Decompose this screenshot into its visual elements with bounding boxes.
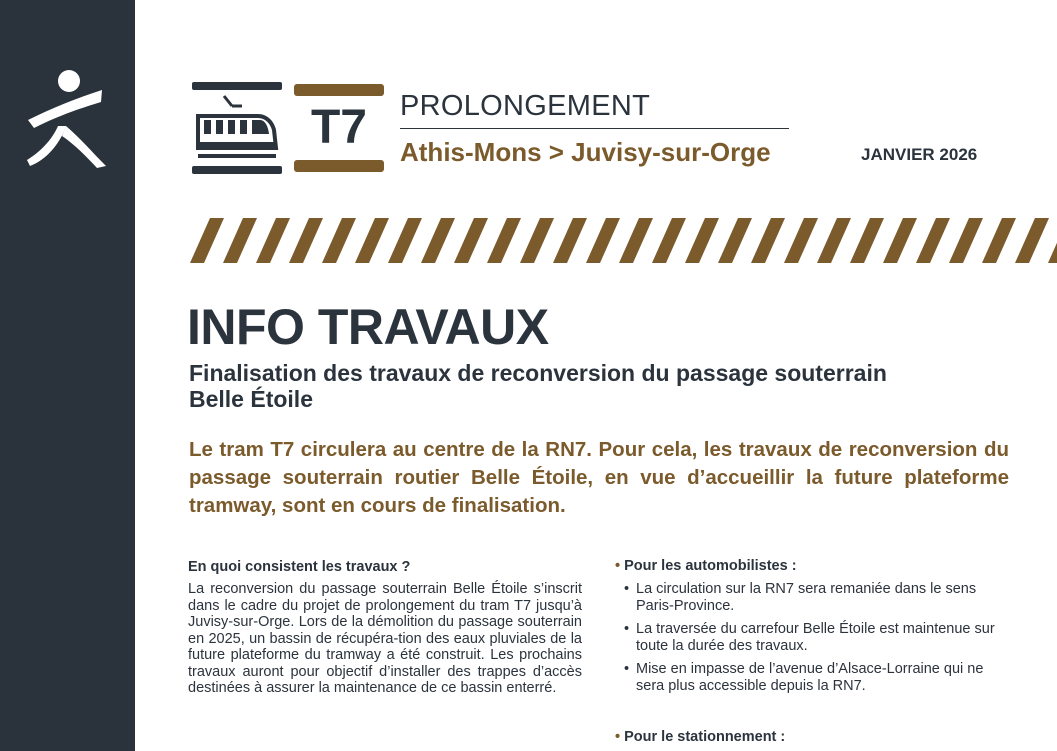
section-heading-parking-label: Pour le stationnement :	[624, 729, 786, 745]
left-column-heading: En quoi consistent les travaux ?	[188, 559, 411, 575]
right-column	[615, 556, 1015, 745]
bullet-glyph: •	[624, 661, 630, 677]
section-bullet: •	[615, 729, 621, 745]
header-divider	[400, 128, 789, 129]
tram-icon	[192, 82, 282, 174]
page-title: INFO TRAVAUX	[187, 299, 549, 355]
section-heading-drivers-label: Pour les automobilistes :	[624, 558, 797, 574]
section-bullet: •	[615, 558, 621, 574]
list-item	[615, 581, 1015, 615]
bullet-glyph: •	[624, 621, 630, 637]
section-heading-parking	[615, 727, 785, 747]
line-badge-label: T7	[310, 101, 367, 154]
program-label: PROLONGEMENT	[400, 90, 651, 122]
subtitle-line-2: Belle Étoile	[189, 386, 313, 412]
left-column-body: La reconversion du passage souterrain Belle Étoile s’inscrit dans le cadre du projet de prolongement du tram T7 jusqu’à Juvisy-sur-Orge. Lors de la démolition du passage souterrain en 2025, un bassin de récupéra-tion des eaux pluviales de la future plateforme du tramway a été construit. Les prochains travaux auront pour objectif d’installer des trappes d’accès destinées à assurer la maintenance de ce bassin enterré.	[188, 581, 582, 696]
bullet-glyph: •	[624, 581, 630, 597]
subtitle-line-1: Finalisation des travaux de reconversion du passage souterrain	[189, 360, 887, 386]
sidebar-band	[0, 0, 135, 751]
issue-date: JANVIER 2026	[861, 145, 978, 164]
list-item	[615, 621, 1015, 655]
route-label: Athis-Mons > Juvisy-sur-Orge	[400, 137, 771, 167]
list-item-text: Mise en impasse de l’avenue d’Alsace-Lorraine qui ne sera plus accessible depuis la RN7.	[636, 661, 984, 694]
hazard-stripe-band	[190, 218, 1057, 263]
left-column	[188, 557, 582, 697]
badge-bar-bottom	[294, 160, 384, 172]
idfm-person-logo-icon	[22, 68, 114, 172]
lead-paragraph: Le tram T7 circulera au centre de la RN7. Pour cela, les travaux de reconversion du passage souterrain routier Belle Étoile, en vue d’accueillir la future plateforme tramway, sont en cours de finalisation.	[189, 438, 1009, 517]
list-item-text: La circulation sur la RN7 sera remaniée dans le sens Paris-Province.	[636, 581, 977, 614]
badge-bar-top	[294, 84, 384, 96]
section-heading-drivers	[615, 556, 1015, 576]
article-subtitle	[189, 360, 989, 412]
list-item	[615, 661, 1015, 695]
drivers-list	[615, 581, 1015, 695]
list-item-text: La traversée du carrefour Belle Étoile est maintenue sur toute la durée des travaux.	[636, 621, 995, 654]
line-badge	[294, 84, 384, 174]
